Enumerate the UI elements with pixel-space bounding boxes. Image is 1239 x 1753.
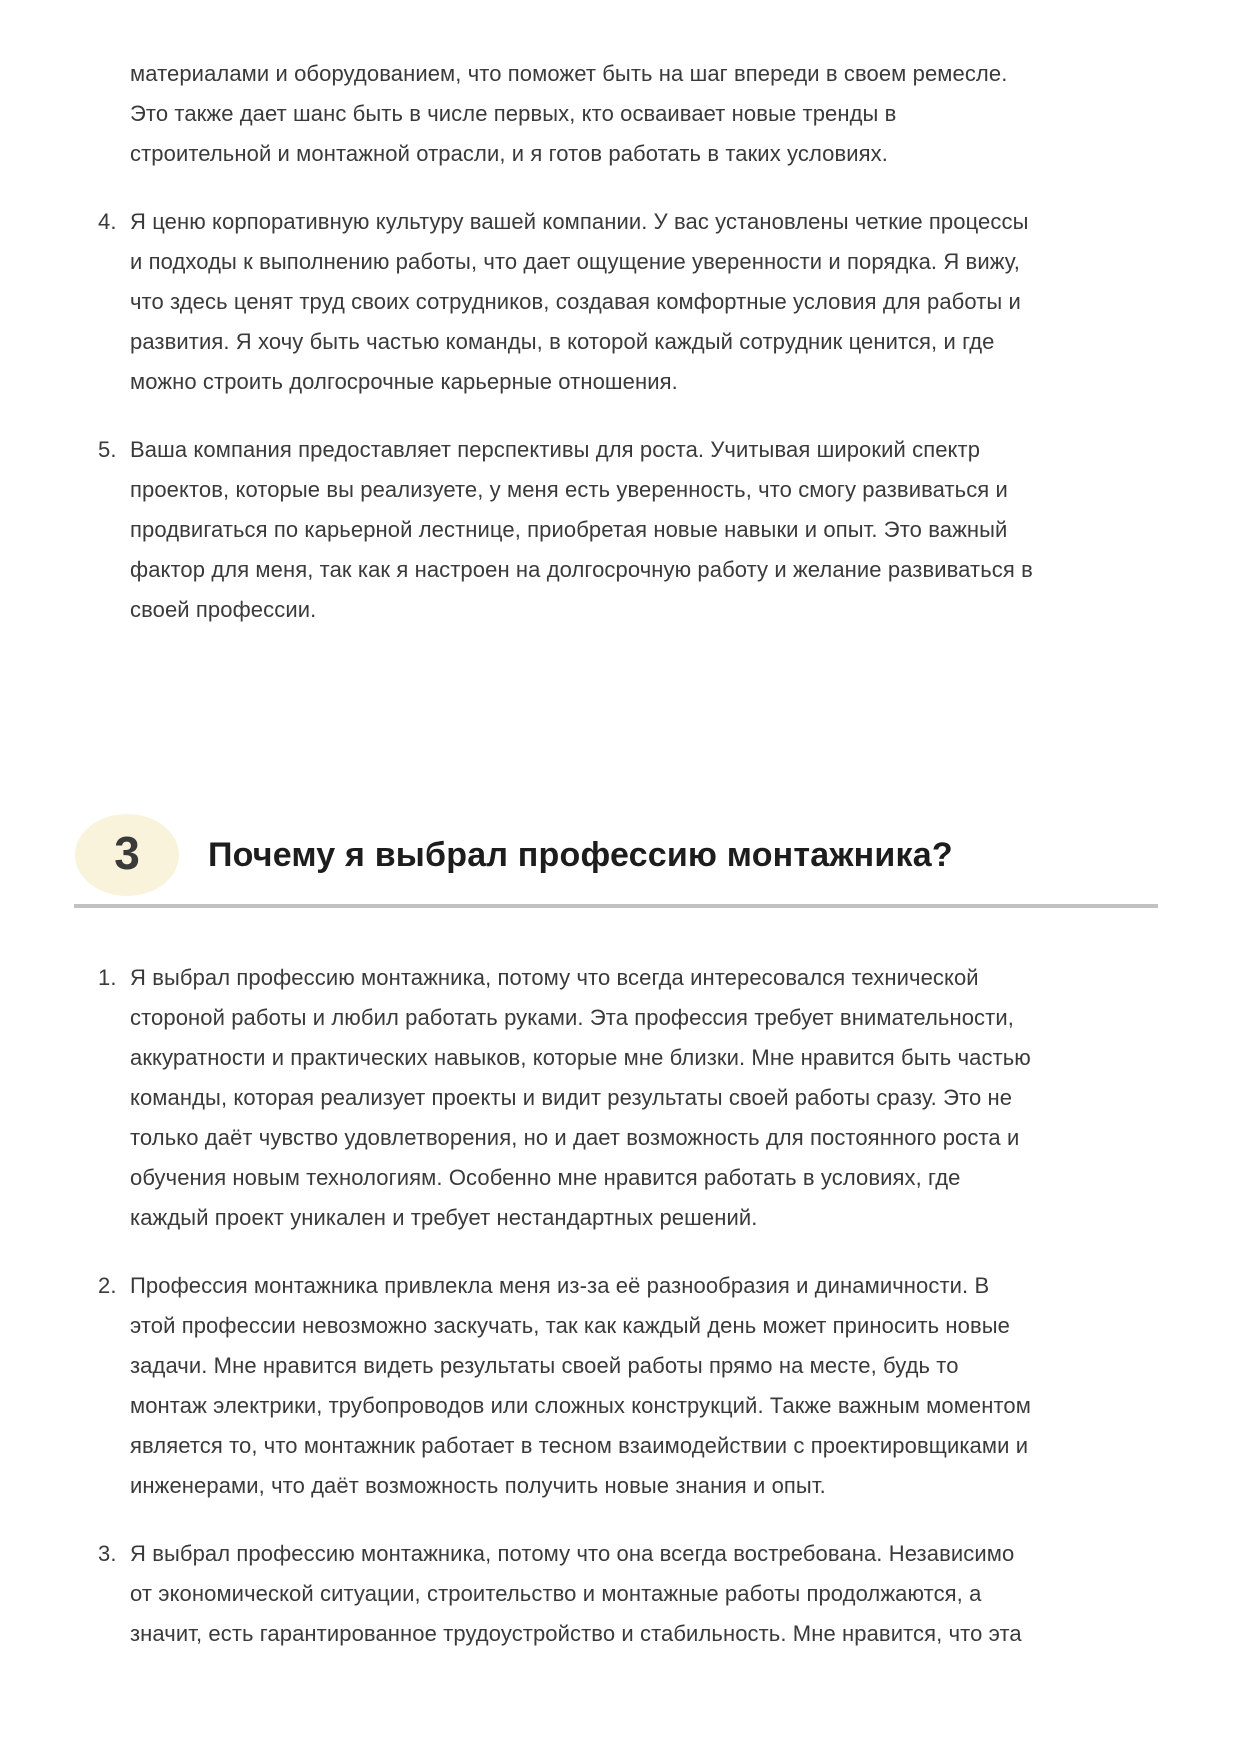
list-item-text: Я выбрал профессию монтажника, потому что всегда интересовался технической стороной работы и любил работать руками. Эта профессия требует внимательности, аккуратности и практических навыков, которые мне близки. Мне нравится быть частью команды, которая реализует проекты и видит результаты своей работы сразу. Это не только даёт чувство удовлетворения, но и дает возможность для постоянного роста и обучения новым технологиям. Особенно мне нравится работать в условиях, где каждый проект уникален и требует нестандартных решений. (130, 965, 1031, 1230)
list-item-text: Ваша компания предоставляет перспективы для роста. Учитывая широкий спектр проектов, которые вы реализуете, у меня есть уверенность, что смогу развиваться и продвигаться по карьерной лестнице, приобретая новые навыки и опыт. Это важный фактор для меня, так как я настроен на долгосрочную работу и желание развиваться в своей профессии. (130, 437, 1033, 622)
list-item (0, 202, 1035, 402)
list-item (0, 430, 1035, 630)
section-header (0, 814, 1239, 896)
list-item-text: Я ценю корпоративную культуру вашей компании. У вас установлены четкие процессы и подходы к выполнению работы, что дает ощущение уверенности и порядка. Я вижу, что здесь ценят труд своих сотрудников, создавая комфортные условия для работы и развития. Я хочу быть частью команды, в которой каждый сотрудник ценится, и где можно строить долгосрочные карьерные отношения. (130, 209, 1029, 394)
list-item-text: Я выбрал профессию монтажника, потому что она всегда востребована. Независимо от экономической ситуации, строительство и монтажные работы продолжаются, а значит, есть гарантированное трудоустройство и стабильность. Мне нравится, что эта (130, 1541, 1022, 1646)
list-item-text: Профессия монтажника привлекла меня из-за её разнообразия и динамичности. В этой профессии невозможно заскучать, так как каждый день может приносить новые задачи. Мне нравится видеть результаты своей работы прямо на месте, будь то монтаж электрики, трубопроводов или сложных конструкций. Также важным моментом является то, что монтажник работает в тесном взаимодействии с проектировщиками и инженерами, что даёт возможность получить новые знания и опыт. (130, 1273, 1031, 1498)
list-item-number: 3. (98, 1541, 117, 1566)
list-item-number: 1. (98, 965, 117, 990)
section-list (0, 958, 1239, 1654)
list-item (0, 958, 1035, 1238)
section-divider (74, 904, 1158, 908)
list-item-number: 4. (98, 209, 117, 234)
section-number-badge (75, 814, 179, 896)
list-item-number: 2. (98, 1273, 117, 1298)
list-item (0, 1266, 1035, 1506)
section-number: 3 (114, 827, 140, 879)
paragraph-continuation: материалами и оборудованием, что поможет быть на шаг впереди в своем ремесле. Это также дает шанс быть в числе первых, кто осваивает новые тренды в строительной и монтажной отрасли, и я готов работать в таких условиях. (130, 61, 1008, 166)
list-item (0, 1534, 1035, 1654)
section-title: Почему я выбрал профессию монтажника? (208, 835, 953, 874)
list-item-number: 5. (98, 437, 117, 462)
